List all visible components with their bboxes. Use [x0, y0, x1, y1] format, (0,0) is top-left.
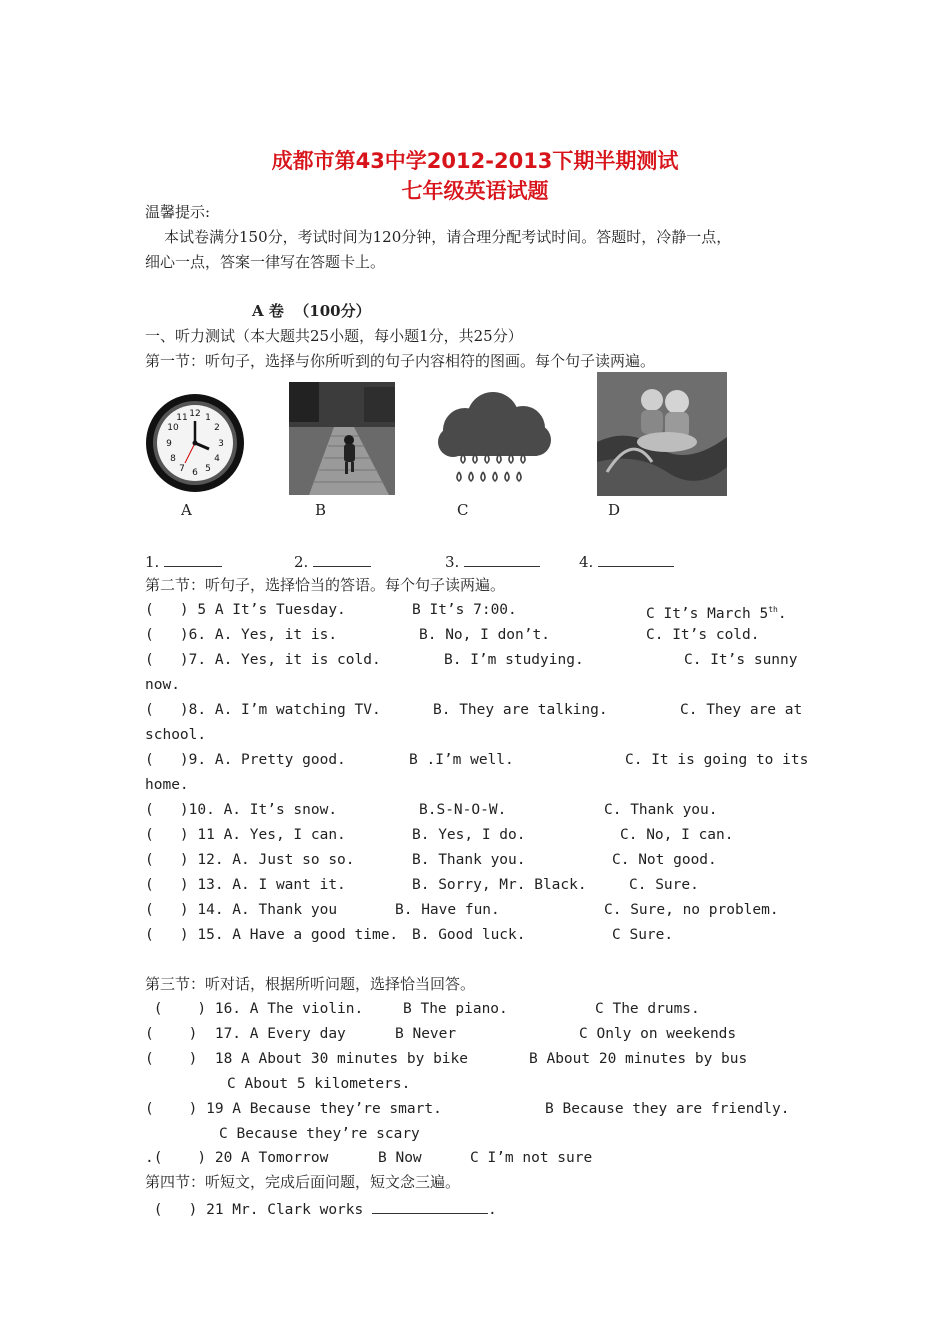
- svg-text:5: 5: [205, 464, 211, 474]
- answer-line[interactable]: [313, 552, 371, 567]
- blank-2: 2.: [294, 552, 371, 571]
- svg-text:7: 7: [179, 464, 185, 474]
- picture-label-d: D: [608, 501, 621, 519]
- answer-line[interactable]: [464, 552, 540, 567]
- blank-1: 1.: [145, 552, 222, 571]
- picture-label-b: B: [315, 501, 327, 519]
- section2-heading: 第二节：听句子，选择恰当的答语。每个句子读两遍。: [145, 576, 506, 594]
- svg-text:4: 4: [214, 454, 220, 464]
- child-running-photo: [289, 382, 395, 495]
- svg-text:1: 1: [205, 413, 211, 423]
- notice-body-line2: 细心一点，答案一律写在答题卡上。: [145, 253, 386, 271]
- svg-text:2: 2: [214, 423, 220, 433]
- part1-heading: 一、听力测试（本大题共25小题，每小题1分，共25分）: [145, 327, 523, 345]
- paper-a-heading: A 卷 （100分）: [252, 302, 371, 320]
- rain-cloud-icon: [435, 390, 553, 490]
- children-in-water-photo: [597, 372, 727, 496]
- answer-line[interactable]: [164, 552, 222, 567]
- blank-4: 4.: [579, 552, 674, 571]
- notice-heading: 温馨提示:: [145, 203, 211, 221]
- notice-body-line1: 本试卷满分150分，考试时间为120分钟，请合理分配考试时间。答题时，冷静一点，: [164, 228, 732, 246]
- svg-text:11: 11: [176, 413, 188, 423]
- svg-text:8: 8: [170, 454, 176, 464]
- section4-heading: 第四节：听短文，完成后面问题，短文念三遍。: [145, 1173, 461, 1191]
- section3-heading: 第三节：听对话，根据所听问题，选择恰当回答。: [145, 975, 476, 993]
- section1-heading: 第一节：听句子，选择与你所听到的句子内容相符的图画。每个句子读两遍。: [145, 352, 656, 370]
- exam-subtitle: 七年级英语试题: [401, 179, 549, 203]
- question-21: ( ) 21 Mr. Clark works .: [145, 1199, 497, 1219]
- answer-line[interactable]: [372, 1199, 488, 1214]
- svg-text:12: 12: [189, 409, 201, 419]
- svg-text:10: 10: [167, 423, 179, 433]
- picture-label-c: C: [457, 501, 469, 519]
- svg-text:3: 3: [218, 439, 224, 449]
- picture-label-a: A: [181, 501, 192, 519]
- svg-text:9: 9: [166, 439, 172, 449]
- blank-3: 3.: [445, 552, 540, 571]
- svg-text:6: 6: [192, 468, 198, 478]
- wall-clock-image: [145, 393, 245, 493]
- answer-line[interactable]: [598, 552, 674, 567]
- exam-title: 成都市第43中学2012-2013下期半期测试: [271, 149, 679, 173]
